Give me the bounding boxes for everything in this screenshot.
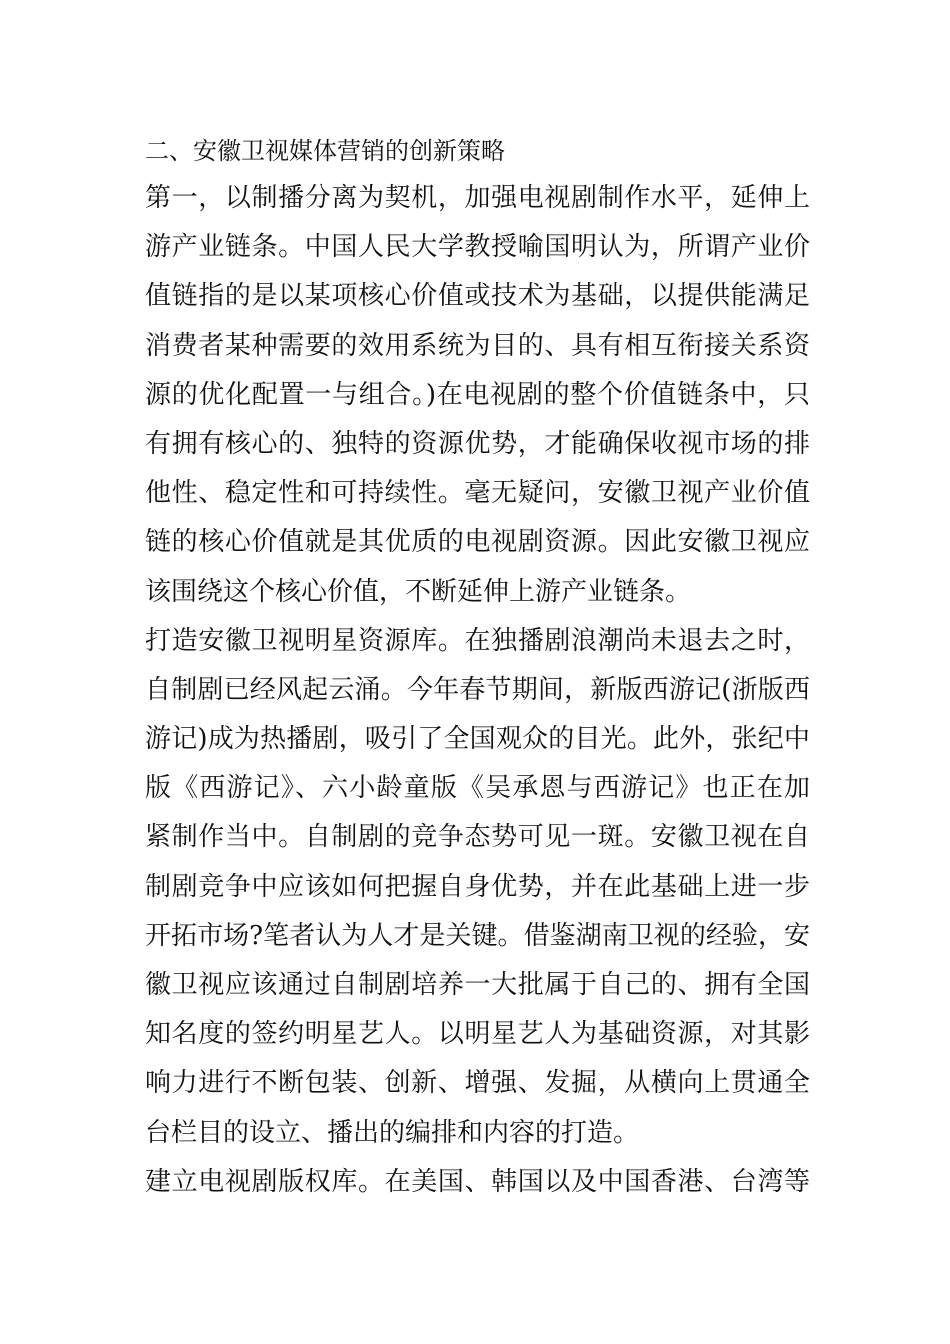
- paragraph-star-resource: [145, 617, 810, 1158]
- text-line: 有拥有核心的、独特的资源优势，才能确保收视市场的排: [145, 428, 810, 459]
- text-line: 值链指的是以某项核心价值或技术为基础，以提供能满足: [145, 281, 810, 312]
- paragraph-copyright-library: [145, 1158, 810, 1207]
- text-line: 该围绕这个核心价值，不断延伸上游产业链条。: [145, 576, 692, 607]
- paragraph-industry-chain: [145, 174, 810, 617]
- text-line: 链的核心价值就是其优质的电视剧资源。因此安徽卫视应: [145, 527, 810, 558]
- section-heading: 二、安徽卫视媒体营销的创新策略: [145, 137, 505, 165]
- text-line: 源的优化配置一与组合。)在电视剧的整个价值链条中，只: [145, 379, 810, 410]
- text-line: 第一，以制播分离为契机，加强电视剧制作水平，延伸上: [145, 183, 810, 213]
- text-line: 台栏目的设立、播出的编排和内容的打造。: [145, 1117, 640, 1148]
- text-line: 他性、稳定性和可持续性。毫无疑问，安徽卫视产业价值: [145, 478, 810, 509]
- text-line: 徽卫视应该通过自制剧培养一大批属于自己的、拥有全国: [145, 970, 810, 1000]
- text-line: 紧制作当中。自制剧的竞争态势可见一斑。安徽卫视在自: [145, 822, 810, 853]
- text-line: 建立电视剧版权库。在美国、韩国以及中国香港、台湾等: [145, 1166, 810, 1197]
- text-line: 打造安徽卫视明星资源库。在独播剧浪潮尚未退去之时，: [145, 625, 810, 656]
- text-line: 开拓市场?笔者认为人才是关键。借鉴湖南卫视的经验，安: [145, 920, 810, 951]
- text-line: 自制剧已经风起云涌。今年春节期间，新版西游记(浙版西: [145, 674, 810, 705]
- document-body: [145, 128, 810, 1207]
- text-line: 游产业链条。中国人民大学教授喻国明认为，所谓产业价: [145, 232, 810, 263]
- text-line: 游记)成为热播剧，吸引了全国观众的目光。此外，张纪中: [145, 724, 810, 755]
- text-line: 版《西游记》、六小龄童版《吴承恩与西游记》也正在加: [145, 773, 810, 804]
- text-line: 响力进行不断包装、创新、增强、发掘，从横向上贯通全: [145, 1068, 810, 1099]
- text-line: 知名度的签约明星艺人。以明星艺人为基础资源，对其影: [145, 1019, 810, 1050]
- text-line: 消费者某种需要的效用系统为目的、具有相互衔接关系资: [145, 330, 810, 361]
- text-line: 制剧竞争中应该如何把握自身优势，并在此基础上进一步: [145, 871, 810, 902]
